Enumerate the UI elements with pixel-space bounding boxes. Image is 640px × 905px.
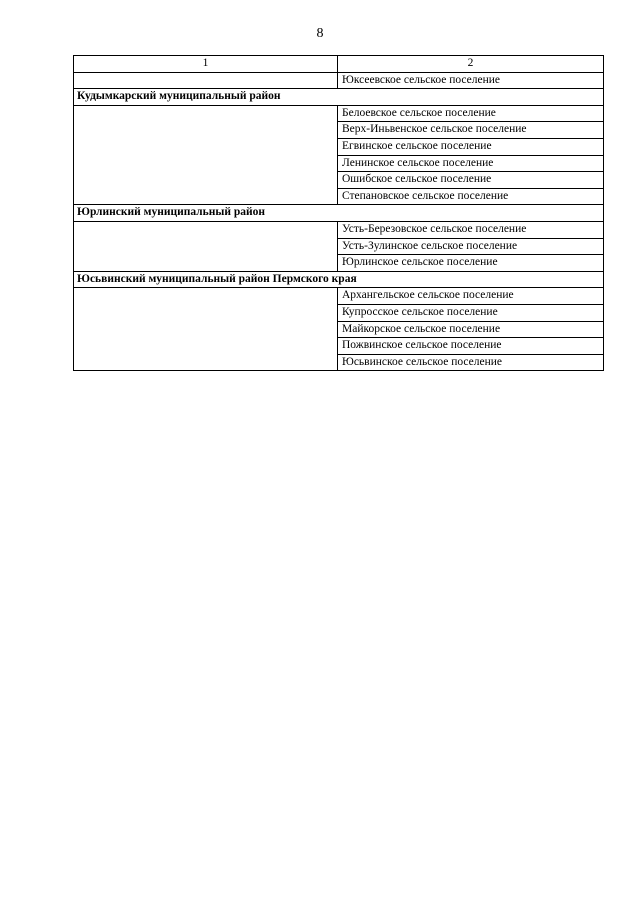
settlement-cell: Верх-Иньвенское сельское поселение xyxy=(338,122,604,139)
settlement-cell: Ошибское сельское поселение xyxy=(338,172,604,189)
district-cell-empty xyxy=(74,105,338,205)
settlements-table xyxy=(73,55,604,371)
district-row xyxy=(74,205,604,222)
settlement-cell: Купросское сельское поселение xyxy=(338,304,604,321)
district-row xyxy=(74,271,604,288)
district-cell-empty xyxy=(74,288,338,371)
settlement-cell: Егвинское сельское поселение xyxy=(338,138,604,155)
settlement-cell: Майкорское сельское поселение xyxy=(338,321,604,338)
settlement-cell: Архангельское сельское поселение xyxy=(338,288,604,305)
settlement-cell: Юрлинское сельское поселение xyxy=(338,255,604,272)
page-number: 8 xyxy=(316,26,324,41)
settlement-cell: Белоевское сельское поселение xyxy=(338,105,604,122)
table-row xyxy=(74,221,604,238)
table-row xyxy=(74,288,604,305)
settlement-cell: Юксеевское сельское поселение xyxy=(338,72,604,89)
district-name: Юрлинский муниципальный район xyxy=(74,205,604,222)
table-header-row xyxy=(74,56,604,73)
district-name: Юсьвинский муниципальный район Пермского края xyxy=(74,271,604,288)
settlement-cell: Ленинское сельское поселение xyxy=(338,155,604,172)
settlement-cell: Юсьвинское сельское поселение xyxy=(338,354,604,371)
settlement-cell: Степановское сельское поселение xyxy=(338,188,604,205)
column-header-1: 1 xyxy=(74,56,338,73)
settlement-cell: Усть-Зулинское сельское поселение xyxy=(338,238,604,255)
settlement-cell: Пожвинское сельское поселение xyxy=(338,338,604,355)
table-row xyxy=(74,105,604,122)
column-header-2: 2 xyxy=(338,56,604,73)
table-row xyxy=(74,72,604,89)
settlement-cell: Усть-Березовское сельское поселение xyxy=(338,221,604,238)
district-cell-empty xyxy=(74,221,338,271)
district-row xyxy=(74,89,604,106)
district-cell-empty xyxy=(74,72,338,89)
district-name: Кудымкарский муниципальный район xyxy=(74,89,604,106)
